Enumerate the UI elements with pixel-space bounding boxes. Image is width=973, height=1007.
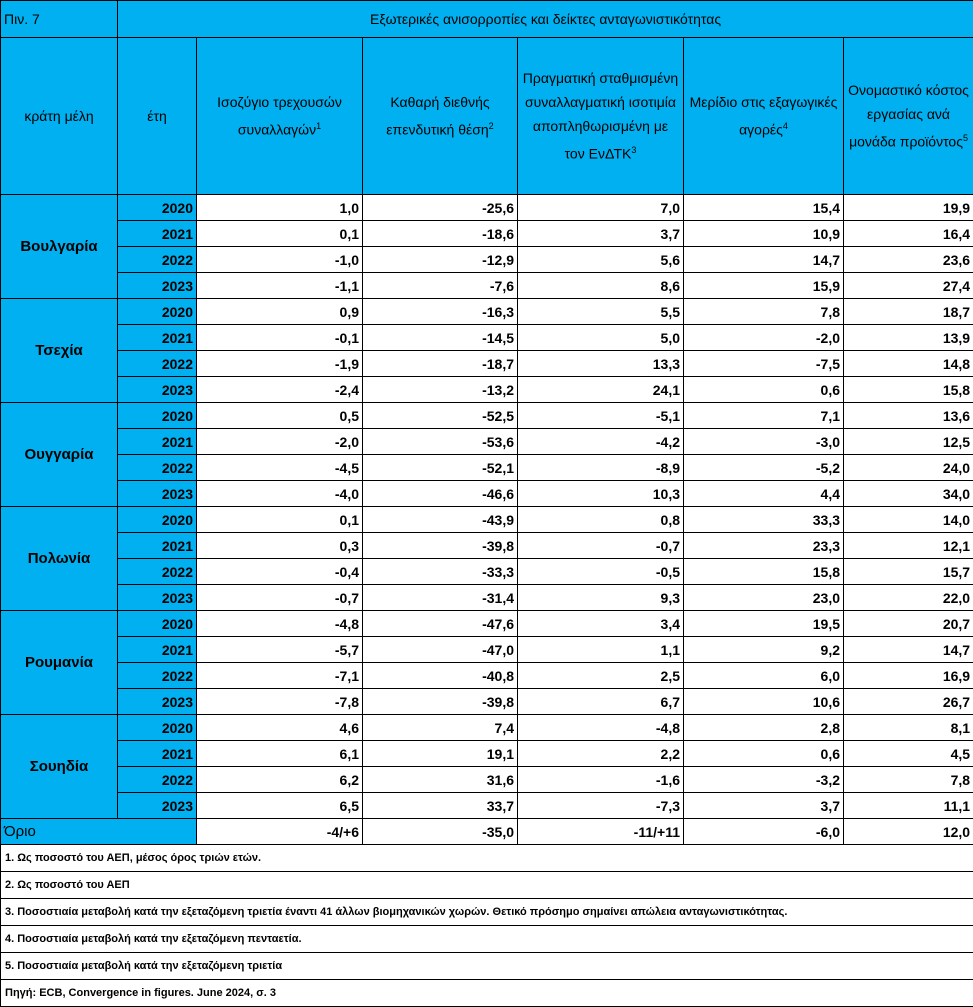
table-row: [1, 741, 973, 767]
value-cell: -7,3: [518, 793, 684, 819]
value-cell: 16,9: [844, 663, 973, 689]
limit-value: -4/+6: [197, 819, 363, 845]
value-cell: -4,8: [197, 611, 363, 637]
value-cell: -25,6: [363, 195, 518, 221]
year-cell: 2021: [118, 637, 197, 663]
table-row: [1, 559, 973, 585]
value-cell: -3,0: [684, 429, 844, 455]
value-cell: 0,1: [197, 507, 363, 533]
country-name: Βουλγαρία: [1, 195, 118, 299]
table-row: [1, 455, 973, 481]
value-cell: 0,5: [197, 403, 363, 429]
value-cell: 3,7: [518, 221, 684, 247]
value-cell: 13,9: [844, 325, 973, 351]
value-cell: 8,6: [518, 273, 684, 299]
value-cell: 6,5: [197, 793, 363, 819]
limit-label: Όριο: [1, 819, 197, 845]
value-cell: -5,2: [684, 455, 844, 481]
year-cell: 2021: [118, 325, 197, 351]
value-cell: 6,0: [684, 663, 844, 689]
country-name: Ουγγαρία: [1, 403, 118, 507]
value-cell: -1,0: [197, 247, 363, 273]
value-cell: 12,1: [844, 533, 973, 559]
value-cell: 5,5: [518, 299, 684, 325]
value-cell: -46,6: [363, 481, 518, 507]
value-cell: 6,1: [197, 741, 363, 767]
value-cell: 7,4: [363, 715, 518, 741]
table-row: [1, 767, 973, 793]
value-cell: -33,3: [363, 559, 518, 585]
value-cell: -4,0: [197, 481, 363, 507]
value-cell: -52,1: [363, 455, 518, 481]
value-cell: -4,8: [518, 715, 684, 741]
value-cell: 6,2: [197, 767, 363, 793]
year-cell: 2023: [118, 481, 197, 507]
value-cell: 27,4: [844, 273, 973, 299]
value-cell: -14,5: [363, 325, 518, 351]
value-cell: 19,1: [363, 741, 518, 767]
value-cell: 7,8: [844, 767, 973, 793]
value-cell: 31,6: [363, 767, 518, 793]
value-cell: 33,7: [363, 793, 518, 819]
table-row: [1, 715, 973, 741]
header-current-account: Ισοζύγιο τρεχουσών συναλλαγών$^1$: [197, 38, 363, 195]
year-cell: 2020: [118, 611, 197, 637]
value-cell: -52,5: [363, 403, 518, 429]
value-cell: 9,3: [518, 585, 684, 611]
header-reer: Πραγματική σταθμισμένη συναλλαγματική ισοτιμία αποπληθωρισμένη με τον ΕνΔΤΚ$^3$: [518, 38, 684, 195]
value-cell: -1,9: [197, 351, 363, 377]
value-cell: 19,9: [844, 195, 973, 221]
year-cell: 2020: [118, 715, 197, 741]
value-cell: 2,8: [684, 715, 844, 741]
value-cell: 9,2: [684, 637, 844, 663]
value-cell: 24,1: [518, 377, 684, 403]
table-row: [1, 533, 973, 559]
footnote: 1. Ως ποσοστό του ΑΕΠ, μέσος όρος τριών ετών.: [1, 845, 973, 872]
table-row: [1, 507, 973, 533]
country-name: Πολωνία: [1, 507, 118, 611]
country-name: Ρουμανία: [1, 611, 118, 715]
year-cell: 2020: [118, 195, 197, 221]
year-cell: 2022: [118, 559, 197, 585]
value-cell: 2,2: [518, 741, 684, 767]
value-cell: 0,1: [197, 221, 363, 247]
value-cell: 0,6: [684, 377, 844, 403]
value-cell: 13,3: [518, 351, 684, 377]
value-cell: -31,4: [363, 585, 518, 611]
year-cell: 2023: [118, 585, 197, 611]
header-ulc: Ονομαστικό κόστος εργασίας ανά μονάδα προϊόντος$^5$: [844, 38, 973, 195]
table-row: [1, 689, 973, 715]
table-row: [1, 429, 973, 455]
value-cell: 7,0: [518, 195, 684, 221]
value-cell: -0,5: [518, 559, 684, 585]
value-cell: 3,4: [518, 611, 684, 637]
table-row: [1, 221, 973, 247]
country-name: Τσεχία: [1, 299, 118, 403]
table-row: [1, 585, 973, 611]
value-cell: 2,5: [518, 663, 684, 689]
value-cell: 4,4: [684, 481, 844, 507]
value-cell: -18,6: [363, 221, 518, 247]
value-cell: 13,6: [844, 403, 973, 429]
table-row: [1, 637, 973, 663]
value-cell: -1,6: [518, 767, 684, 793]
value-cell: 15,8: [684, 559, 844, 585]
value-cell: -7,6: [363, 273, 518, 299]
value-cell: 0,3: [197, 533, 363, 559]
table-row: [1, 325, 973, 351]
table-row: [1, 195, 973, 221]
footnote-row: [1, 926, 973, 953]
value-cell: 10,9: [684, 221, 844, 247]
value-cell: -5,1: [518, 403, 684, 429]
value-cell: 11,1: [844, 793, 973, 819]
header-year: έτη: [118, 38, 197, 195]
footnote-row: [1, 953, 973, 980]
limit-value: -11/+11: [518, 819, 684, 845]
table-row: [1, 611, 973, 637]
value-cell: 0,6: [684, 741, 844, 767]
table-row: [1, 377, 973, 403]
value-cell: -39,8: [363, 533, 518, 559]
header-niip: Καθαρή διεθνής επενδυτική θέση$^2$: [363, 38, 518, 195]
footnote: 3. Ποσοστιαία μεταβολή κατά την εξεταζόμενη τριετία έναντι 41 άλλων βιομηχανικών χωρών. Θετικό πρόσημο σημαίνει απώλεια ανταγωνιστικότητας.: [1, 899, 973, 926]
value-cell: 1,1: [518, 637, 684, 663]
value-cell: -4,5: [197, 455, 363, 481]
year-cell: 2021: [118, 221, 197, 247]
value-cell: 20,7: [844, 611, 973, 637]
value-cell: 5,0: [518, 325, 684, 351]
value-cell: -0,4: [197, 559, 363, 585]
value-cell: 26,7: [844, 689, 973, 715]
value-cell: -39,8: [363, 689, 518, 715]
table-title: Εξωτερικές ανισορροπίες και δείκτες ανταγωνιστικότητας: [118, 1, 973, 38]
year-cell: 2022: [118, 455, 197, 481]
value-cell: -43,9: [363, 507, 518, 533]
value-cell: 6,7: [518, 689, 684, 715]
table-row: [1, 793, 973, 819]
value-cell: 24,0: [844, 455, 973, 481]
limit-value: 12,0: [844, 819, 973, 845]
limit-row: [1, 819, 973, 845]
year-cell: 2023: [118, 689, 197, 715]
header-country: κράτη μέλη: [1, 38, 118, 195]
year-cell: 2023: [118, 273, 197, 299]
value-cell: -7,5: [684, 351, 844, 377]
value-cell: 7,1: [684, 403, 844, 429]
value-cell: 10,6: [684, 689, 844, 715]
year-cell: 2020: [118, 299, 197, 325]
value-cell: -13,2: [363, 377, 518, 403]
value-cell: -0,7: [518, 533, 684, 559]
value-cell: 4,6: [197, 715, 363, 741]
value-cell: 34,0: [844, 481, 973, 507]
value-cell: -47,6: [363, 611, 518, 637]
value-cell: -12,9: [363, 247, 518, 273]
value-cell: -16,3: [363, 299, 518, 325]
value-cell: -4,2: [518, 429, 684, 455]
value-cell: 12,5: [844, 429, 973, 455]
year-cell: 2021: [118, 741, 197, 767]
value-cell: 5,6: [518, 247, 684, 273]
country-name: Σουηδία: [1, 715, 118, 819]
table-row: [1, 663, 973, 689]
year-cell: 2020: [118, 507, 197, 533]
limit-value: -6,0: [684, 819, 844, 845]
value-cell: 23,6: [844, 247, 973, 273]
table-row: [1, 403, 973, 429]
value-cell: 33,3: [684, 507, 844, 533]
value-cell: 15,8: [844, 377, 973, 403]
table-row: [1, 351, 973, 377]
value-cell: -2,0: [684, 325, 844, 351]
year-cell: 2022: [118, 351, 197, 377]
value-cell: -5,7: [197, 637, 363, 663]
value-cell: -8,9: [518, 455, 684, 481]
header-export-share: Μερίδιο στις εξαγωγικές αγορές$^4$: [684, 38, 844, 195]
value-cell: -18,7: [363, 351, 518, 377]
value-cell: 4,5: [844, 741, 973, 767]
value-cell: 7,8: [684, 299, 844, 325]
value-cell: 19,5: [684, 611, 844, 637]
value-cell: 0,8: [518, 507, 684, 533]
value-cell: 23,0: [684, 585, 844, 611]
footnote-row: [1, 899, 973, 926]
year-cell: 2022: [118, 663, 197, 689]
value-cell: 14,7: [684, 247, 844, 273]
value-cell: 16,4: [844, 221, 973, 247]
value-cell: -7,8: [197, 689, 363, 715]
value-cell: -2,4: [197, 377, 363, 403]
value-cell: 0,9: [197, 299, 363, 325]
value-cell: 15,7: [844, 559, 973, 585]
footnote: 2. Ως ποσοστό του ΑΕΠ: [1, 872, 973, 899]
value-cell: 14,0: [844, 507, 973, 533]
value-cell: -40,8: [363, 663, 518, 689]
limit-value: -35,0: [363, 819, 518, 845]
value-cell: -0,1: [197, 325, 363, 351]
year-cell: 2020: [118, 403, 197, 429]
year-cell: 2023: [118, 377, 197, 403]
value-cell: -2,0: [197, 429, 363, 455]
footnote-row: [1, 872, 973, 899]
value-cell: 14,8: [844, 351, 973, 377]
value-cell: 15,4: [684, 195, 844, 221]
value-cell: 10,3: [518, 481, 684, 507]
year-cell: 2022: [118, 247, 197, 273]
table-row: [1, 299, 973, 325]
footnote: 5. Ποσοστιαία μεταβολή κατά την εξεταζόμενη τριετία: [1, 953, 973, 980]
year-cell: 2022: [118, 767, 197, 793]
table-row: [1, 273, 973, 299]
value-cell: 15,9: [684, 273, 844, 299]
value-cell: -0,7: [197, 585, 363, 611]
value-cell: 3,7: [684, 793, 844, 819]
table-row: [1, 247, 973, 273]
value-cell: 18,7: [844, 299, 973, 325]
source-note: Πηγή: ECB, Convergence in figures. June 2024, σ. 3: [1, 980, 973, 1007]
value-cell: 8,1: [844, 715, 973, 741]
value-cell: -47,0: [363, 637, 518, 663]
table-row: [1, 481, 973, 507]
value-cell: -3,2: [684, 767, 844, 793]
value-cell: -1,1: [197, 273, 363, 299]
source-row: [1, 980, 973, 1007]
value-cell: 1,0: [197, 195, 363, 221]
value-cell: 22,0: [844, 585, 973, 611]
table-label: Πιν. 7: [1, 1, 118, 38]
footnote-row: [1, 845, 973, 872]
year-cell: 2023: [118, 793, 197, 819]
value-cell: 14,7: [844, 637, 973, 663]
year-cell: 2021: [118, 533, 197, 559]
footnote: 4. Ποσοστιαία μεταβολή κατά την εξεταζόμενη πενταετία.: [1, 926, 973, 953]
year-cell: 2021: [118, 429, 197, 455]
value-cell: -53,6: [363, 429, 518, 455]
value-cell: -7,1: [197, 663, 363, 689]
value-cell: 23,3: [684, 533, 844, 559]
